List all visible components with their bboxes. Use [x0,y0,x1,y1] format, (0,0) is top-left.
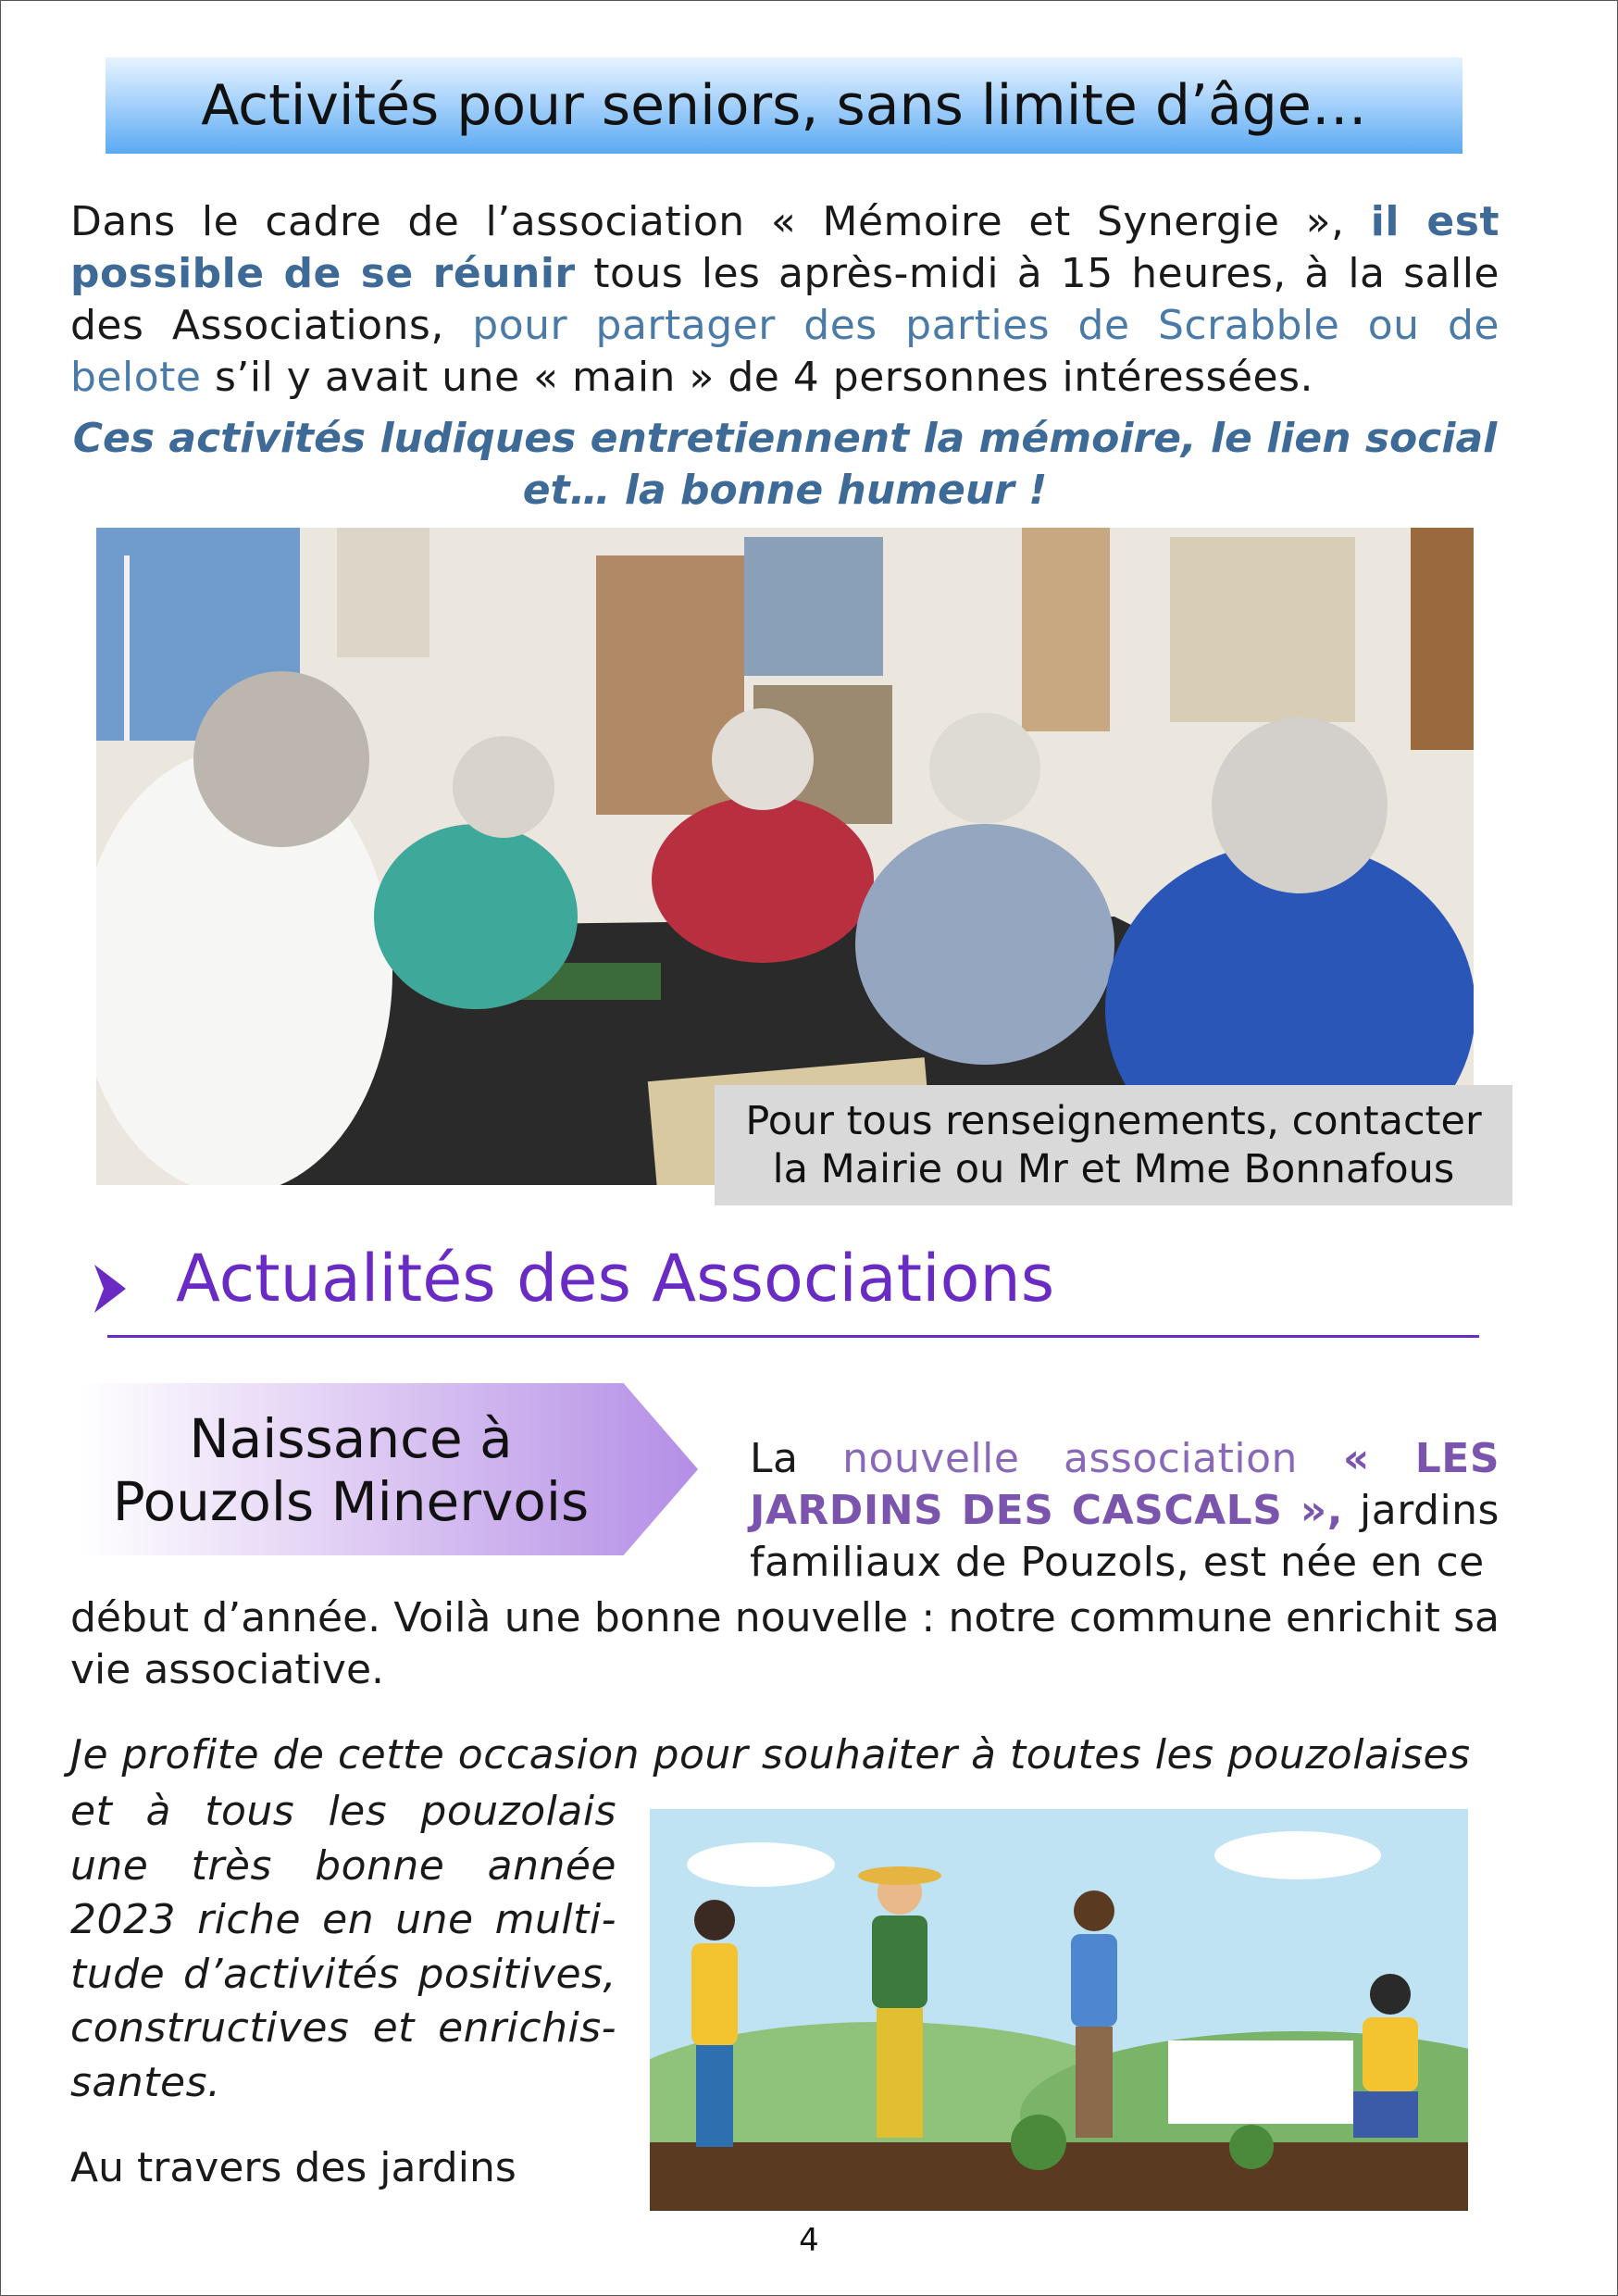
page-number: 4 [799,2222,819,2259]
intro-highlight-1: il est possible de se réunir [70,198,1500,297]
news-paragraph-continued: début d’année. Voilà une bonne nouvelle : notre commune enrichit sa vie associative. [70,1594,1500,1693]
wishes-paragraph: et à tous les pouzolais une très bonne année 2023 riche en une multi-tude d’activités positives, constructives et enrichis-santes. [70,1788,616,2106]
news-association-name: « LES JARDINS DES CASCALS », [750,1435,1500,1534]
section-title: Actualités des Associations [176,1241,1055,1316]
closing-text: Au travers des jardins [70,2144,517,2191]
photo-caption [715,1085,1512,1205]
news-text-1: La [750,1435,843,1482]
banner-title: Activités pour seniors, sans limite d’âge… [201,73,1367,138]
chevron-right-icon [89,1261,135,1316]
quote-line-1: Ces activités ludiques entretiennent la mémoire, le lien social [72,415,1498,462]
arrow-box-line-1: Naissance à [189,1407,513,1470]
intro-paragraph [70,196,1500,404]
intro-highlight-2: pour partager des parties de Scrabble ou de belote [70,302,1500,401]
caption-line-1: Pour tous renseignements, contacter [745,1098,1482,1144]
caption-line-2: la Mairie ou Mr et Mme Bonnafous [772,1146,1455,1192]
wishes-line-1: Je profite de cette occasion pour souhaiter à toutes les pouzolaises [70,1731,1471,1778]
section-divider [107,1335,1479,1338]
news-paragraph [750,1433,1500,1589]
intro-text-3: s’il y avait une « main » de 4 personnes intéressées. [201,354,1313,401]
news-text-2: jardins familiaux de Pouzols, est née en ce [750,1487,1500,1586]
quote-line-2: et… la bonne humeur ! [522,467,1048,514]
garden-illustration [650,1809,1468,2211]
intro-text-2: tous les après-midi à 15 heures, à la salle des Associations, [70,250,1500,349]
news-highlight-1: nouvelle association [842,1435,1298,1482]
gardeners-image [650,1809,1468,2211]
intro-text-1: Dans le cadre de l’association « Mémoire et Synergie », [70,198,1371,245]
highlight-quote [70,413,1500,517]
arrow-box-text [78,1389,624,1552]
arrow-box-line-2: Pouzols Minervois [112,1470,590,1533]
